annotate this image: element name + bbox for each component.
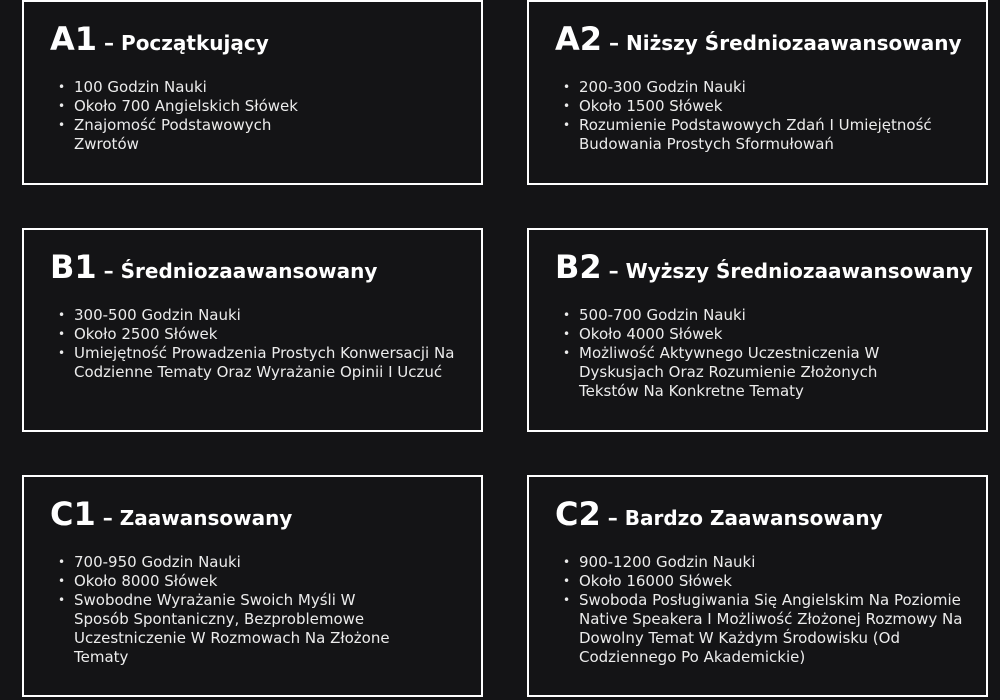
list-item: • 500-700 Godzin Nauki (579, 306, 939, 325)
level-points (56, 553, 414, 667)
list-item: • Swobodne Wyrażanie Swoich Myśli W Sposób Spontaniczny, Bezproblemowe Uczestniczenie W Rozmowach Na Złożone Tematy (74, 591, 414, 667)
level-code: C1 (50, 495, 96, 533)
level-points (561, 306, 939, 401)
level-points (561, 78, 979, 154)
level-name: Średniozaawansowany (120, 259, 378, 283)
list-item: • 200-300 Godzin Nauki (579, 78, 979, 97)
heading-dash: – (103, 259, 114, 283)
level-points (56, 78, 304, 154)
list-item: • Rozumienie Podstawowych Zdań I Umiejętność Budowania Prostych Sformułowań (579, 116, 979, 154)
level-heading (555, 248, 973, 286)
list-item: • 100 Godzin Nauki (74, 78, 304, 97)
level-card-a2 (527, 0, 988, 185)
level-heading (50, 248, 377, 286)
level-code: A1 (50, 20, 98, 58)
level-name: Niższy Średniozaawansowany (626, 31, 962, 55)
level-card-a1 (22, 0, 483, 185)
list-item: • Znajomość Podstawowych Zwrotów (74, 116, 304, 154)
list-item: • Umiejętność Prowadzenia Prostych Konwersacji Na Codzienne Tematy Oraz Wyrażanie Opinii I Uczuć (74, 344, 474, 382)
level-name: Bardzo Zaawansowany (624, 506, 883, 530)
level-heading (555, 495, 883, 533)
heading-dash: – (104, 31, 115, 55)
level-points (561, 553, 979, 667)
level-code: A2 (555, 20, 603, 58)
heading-dash: – (608, 259, 619, 283)
list-item: • Około 16000 Słówek (579, 572, 979, 591)
heading-dash: – (607, 506, 618, 530)
level-heading (555, 20, 962, 58)
list-item: • Około 1500 Słówek (579, 97, 979, 116)
level-heading (50, 495, 292, 533)
level-code: C2 (555, 495, 601, 533)
level-name: Zaawansowany (119, 506, 293, 530)
heading-dash: – (609, 31, 620, 55)
list-item: • Około 2500 Słówek (74, 325, 474, 344)
level-name: Wyższy Średniozaawansowany (625, 259, 973, 283)
level-code: B2 (555, 248, 602, 286)
level-heading (50, 20, 269, 58)
list-item: • Około 4000 Słówek (579, 325, 939, 344)
level-name: Początkujący (121, 31, 269, 55)
list-item: • 300-500 Godzin Nauki (74, 306, 474, 325)
list-item: • Około 700 Angielskich Słówek (74, 97, 304, 116)
heading-dash: – (102, 506, 113, 530)
list-item: • Swoboda Posługiwania Się Angielskim Na Poziomie Native Speakera I Możliwość Złożonej Rozmowy Na Dowolny Temat W Każdym Środowisku (Od Codziennego Po Akademickie) (579, 591, 979, 667)
level-card-c1 (22, 475, 483, 697)
list-item: • Około 8000 Słówek (74, 572, 414, 591)
level-card-c2 (527, 475, 988, 697)
level-card-b2 (527, 228, 988, 432)
list-item: • Możliwość Aktywnego Uczestniczenia W Dyskusjach Oraz Rozumienie Złożonych Tekstów Na Konkretne Tematy (579, 344, 939, 401)
list-item: • 900-1200 Godzin Nauki (579, 553, 979, 572)
level-code: B1 (50, 248, 97, 286)
level-card-b1 (22, 228, 483, 432)
level-points (56, 306, 474, 382)
list-item: • 700-950 Godzin Nauki (74, 553, 414, 572)
